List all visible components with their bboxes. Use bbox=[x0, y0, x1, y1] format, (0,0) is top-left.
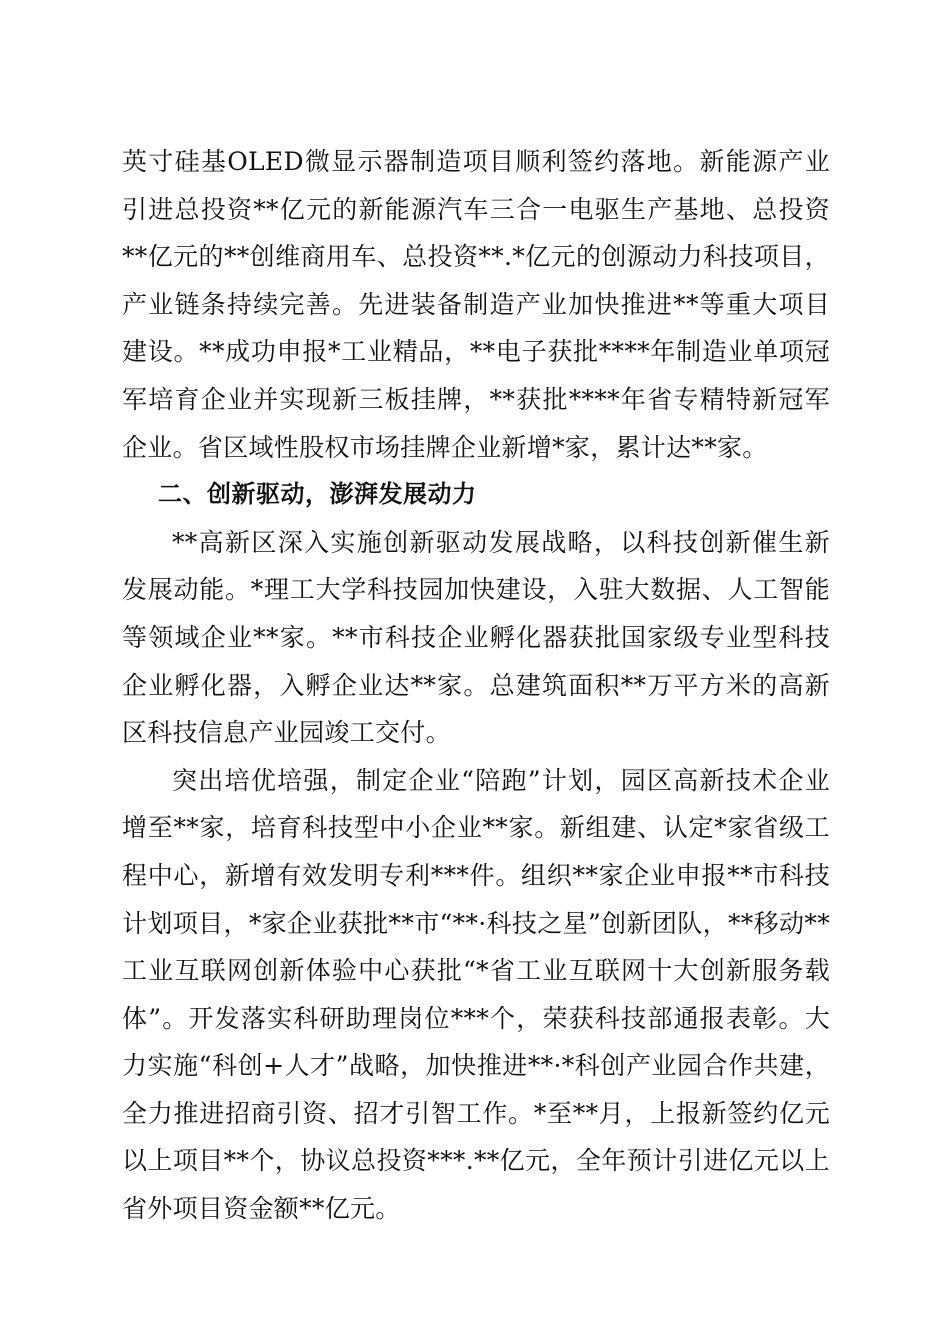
paragraph-innovation-strategy: **高新区深入实施创新驱动发展战略，以科技创新催生新发展动能。*理工大学科技园加快建设，入驻大数据、人工智能等领域企业**家。**市科技企业孵化器获批国家级专业型科技企业孵化器，入孵企业达**家。总建筑面积**万平方米的高新区科技信息产业园竣工交付。 bbox=[122, 527, 830, 748]
paragraph-industry-projects: 英寸硅基OLED微显示器制造项目顺利签约落地。新能源产业引进总投资**亿元的新能源汽车三合一电驱生产基地、总投资**亿元的**创维商用车、总投资**.*亿元的创源动力科技项目，产业链条持续完善。先进装备制造产业加快推进**等重大项目建设。**成功申报*工业精品，**电子获批****年制造业单项冠军培育企业并实现新三板挂牌，**获批****年省专精特新冠军企业。省区域性股权市场挂牌企业新增*家，累计达**家。 bbox=[122, 147, 830, 462]
paragraph-enterprise-cultivation: 突出培优培强，制定企业“陪跑”计划，园区高新技术企业增至**家，培育科技型中小企业**家。新组建、认定*家省级工程中心，新增有效发明专利***件。组织**家企业申报**市科技计划项目，*家企业获批**市“**·科技之星”创新团队，**移动**工业互联网创新体验中心获批“*省工业互联网十大创新服务载体”。开发落实科研助理岗位***个，荣获科技部通报表彰。大力实施“科创+人才”战略，加快推进**·*科创产业园合作共建，全力推进招商引资、招才引智工作。*至**月，上报新签约亿元以上项目**个，协议总投资***.**亿元，全年预计引进亿元以上省外项目资金额**亿元。 bbox=[122, 765, 830, 1224]
section-heading-innovation: 二、创新驱动，澎湃发展动力 bbox=[158, 480, 477, 509]
document-body bbox=[122, 138, 830, 1233]
